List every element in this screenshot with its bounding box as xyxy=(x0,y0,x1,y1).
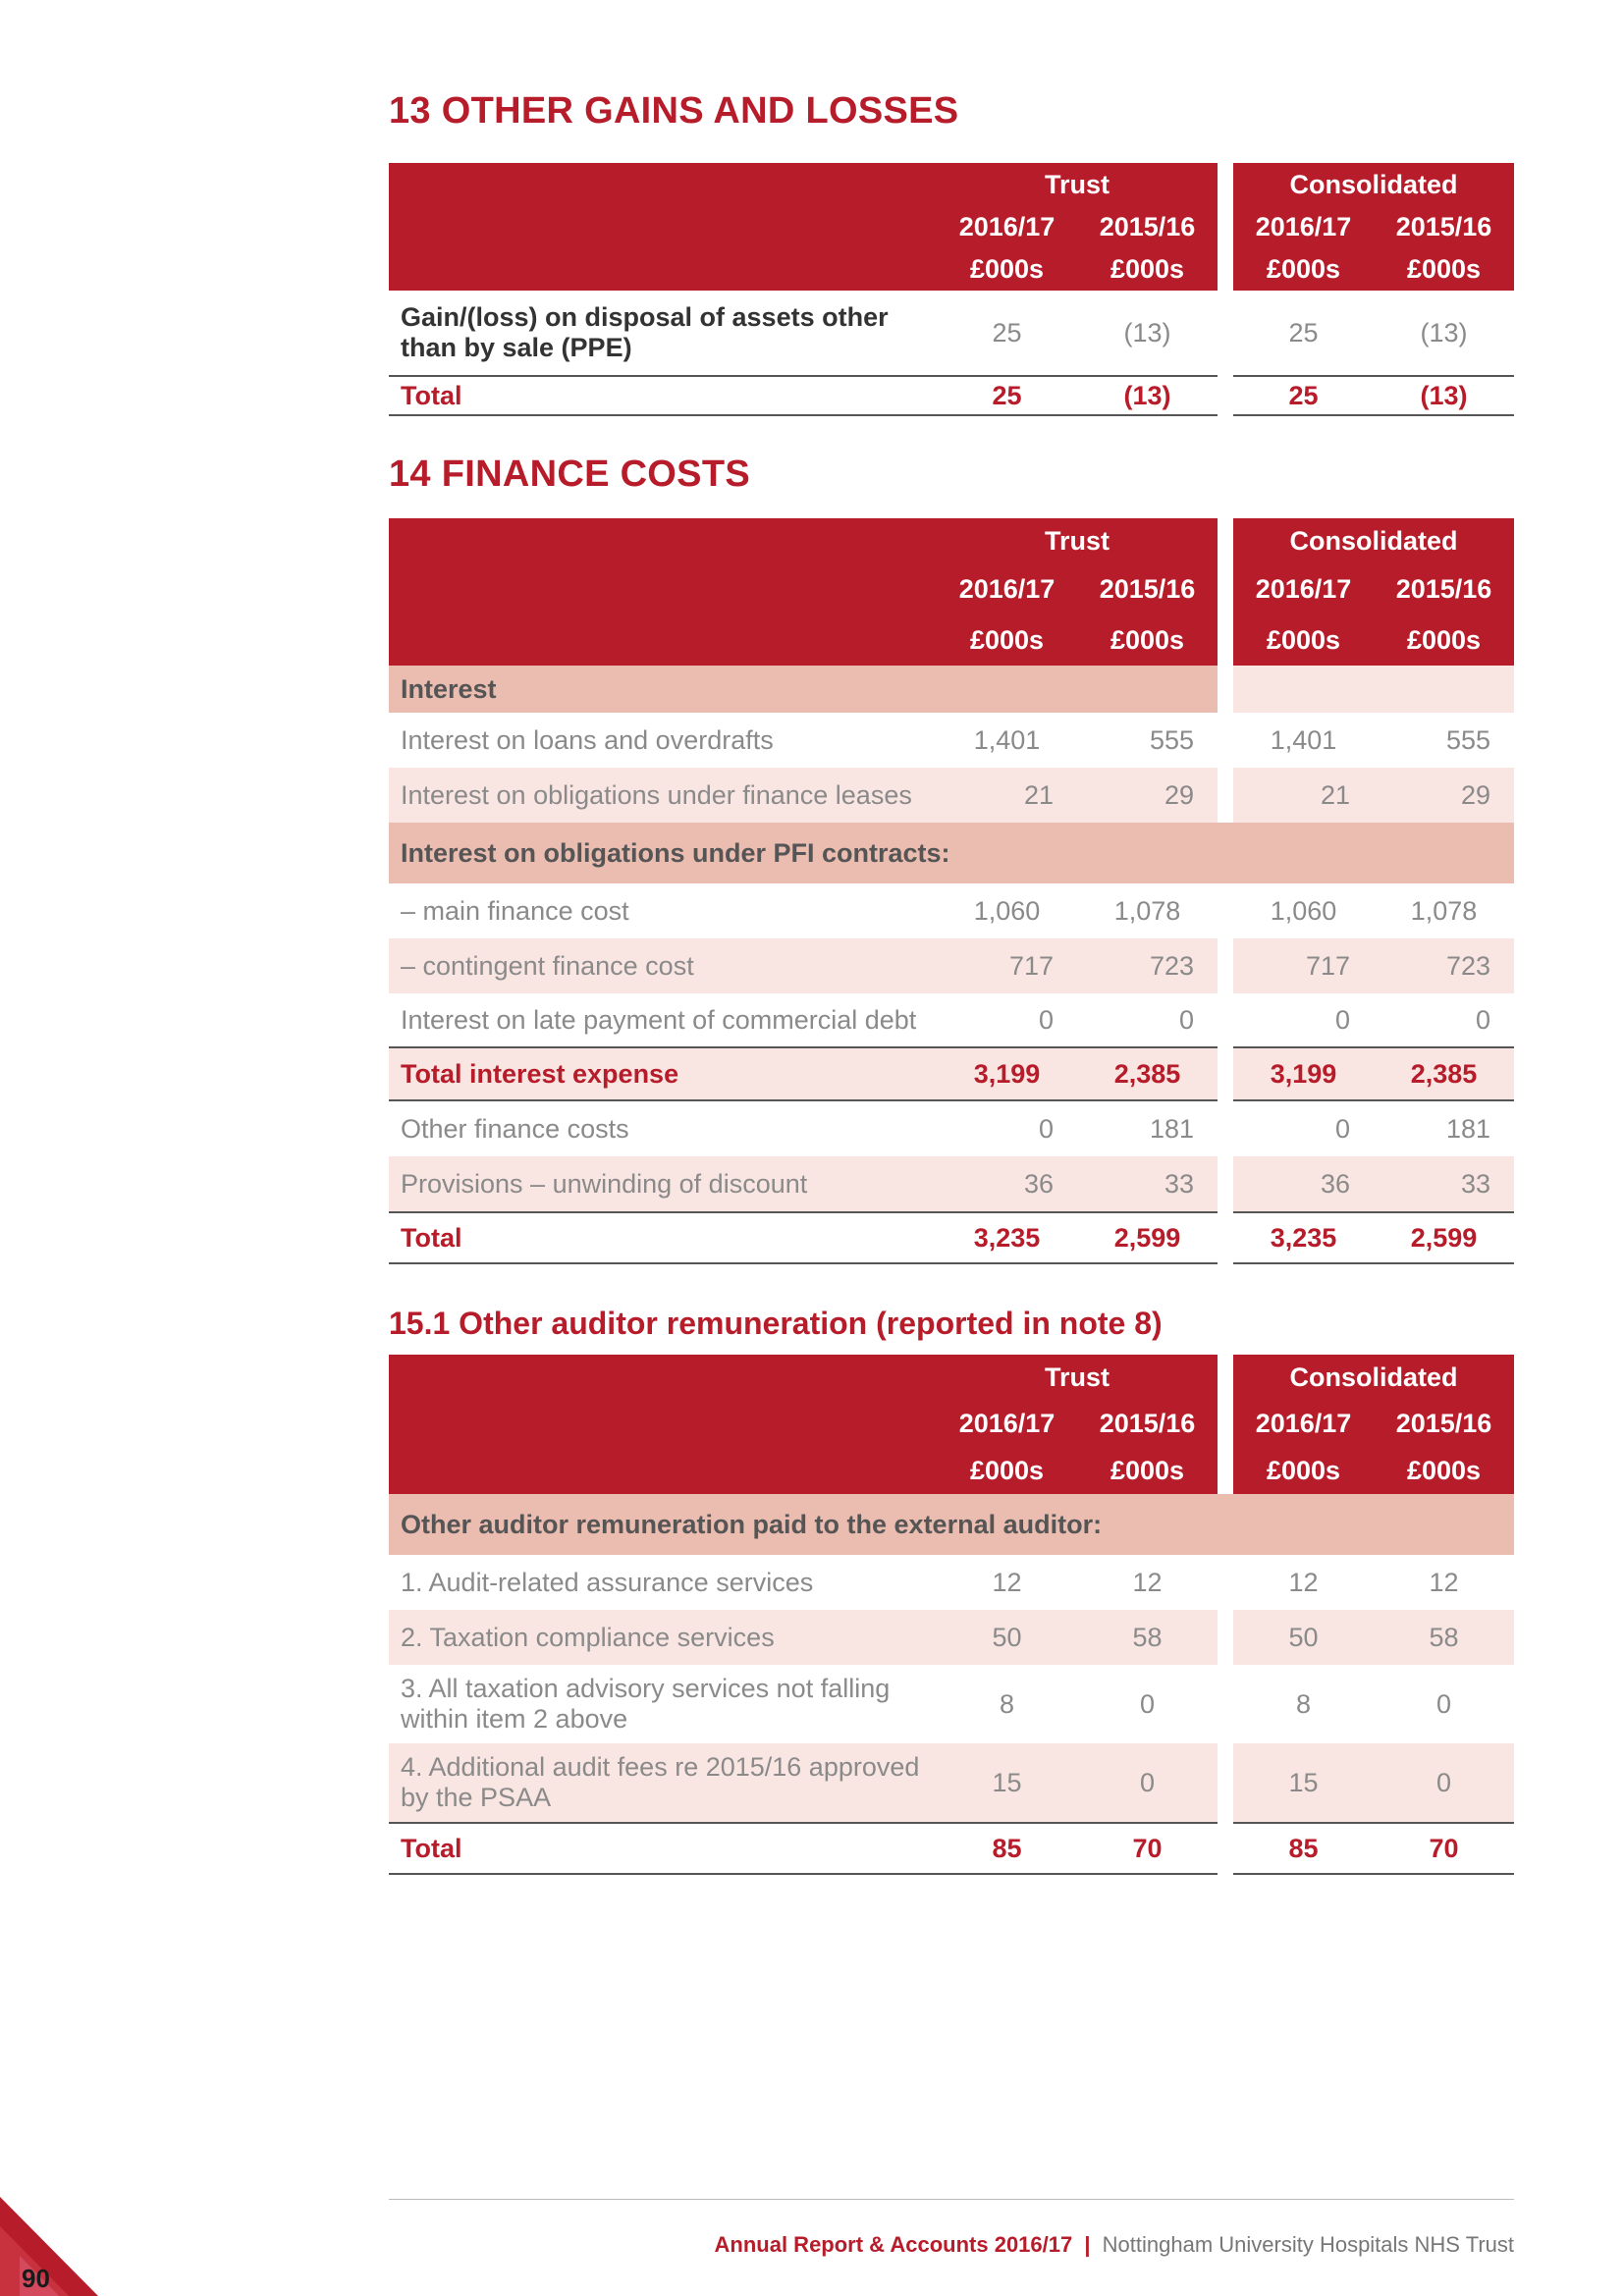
cell-value: 29 xyxy=(1374,768,1514,823)
table-row xyxy=(389,768,1514,823)
cell-value: 3,235 xyxy=(937,1211,1077,1264)
cell-value: 1,401 xyxy=(973,724,1041,755)
cell-value: 1,401 xyxy=(1270,724,1337,755)
header-unit: £000s xyxy=(1374,247,1514,291)
table-row xyxy=(389,1101,1514,1156)
note-15-1-table-wrap xyxy=(389,1355,1514,1875)
row-label: Gain/(loss) on disposal of assets other than by sale (PPE) xyxy=(401,302,889,362)
cell-value: 0 xyxy=(1436,1688,1452,1719)
cell-value: 1,060 xyxy=(973,895,1041,926)
header-year: 2015/16 xyxy=(1077,1400,1218,1447)
cell-value: 29 xyxy=(1077,768,1218,823)
cell-value: 181 xyxy=(1149,1113,1195,1144)
total-row xyxy=(389,1211,1514,1264)
cell-value: 58 xyxy=(1077,1610,1218,1665)
subheading: Other auditor remuneration paid to the external auditor: xyxy=(389,1494,1514,1555)
cell-value: 12 xyxy=(1429,1567,1459,1597)
subheading-row xyxy=(389,1494,1514,1555)
note-13-title: 13 OTHER GAINS AND LOSSES xyxy=(389,90,959,132)
note-13-table-wrap xyxy=(389,163,1514,416)
cell-value: 0 xyxy=(1334,1004,1351,1035)
cell-value: 3,235 xyxy=(1233,1211,1374,1264)
row-label: Total xyxy=(389,1822,937,1875)
header-unit: £000s xyxy=(1374,1447,1514,1494)
subheading: Interest xyxy=(389,666,1218,713)
cell-value: 555 xyxy=(1445,724,1491,755)
cell-value: 85 xyxy=(1233,1822,1374,1875)
footer xyxy=(715,2232,1514,2258)
header-consolidated: Consolidated xyxy=(1233,518,1514,563)
cell-value: 25 xyxy=(937,375,1077,416)
note-15-1-title: 15.1 Other auditor remuneration (reported in note 8) xyxy=(389,1306,1163,1341)
row-label: Total xyxy=(389,375,937,416)
cell-value: 2,599 xyxy=(1374,1211,1514,1264)
cell-value: 21 xyxy=(937,768,1077,823)
header-year: 2015/16 xyxy=(1077,206,1218,247)
header-consolidated: Consolidated xyxy=(1233,1355,1514,1400)
header-trust: Trust xyxy=(937,1355,1218,1400)
page-number: 90 xyxy=(22,2264,50,2293)
cell-value: 3,199 xyxy=(1233,1046,1374,1101)
cell-value: 21 xyxy=(1233,768,1374,823)
cell-value: 0 xyxy=(1374,1743,1514,1822)
note-13-table xyxy=(389,163,1514,416)
cell-value: (13) xyxy=(1123,317,1171,347)
row-label: Other finance costs xyxy=(401,1113,629,1144)
cell-value: 723 xyxy=(1077,938,1218,993)
header-unit: £000s xyxy=(1233,1447,1374,1494)
row-label: 4. Additional audit fees re 2015/16 approved by the PSAA xyxy=(389,1743,937,1822)
cell-value: (13) xyxy=(1077,375,1218,416)
cell-value: 717 xyxy=(937,938,1077,993)
header-unit: £000s xyxy=(937,247,1077,291)
note-13-section xyxy=(389,90,1514,133)
cell-value: 2,599 xyxy=(1077,1211,1218,1264)
table-row xyxy=(389,1665,1514,1743)
table-row xyxy=(389,1156,1514,1211)
note-14-table-wrap xyxy=(389,518,1514,1264)
table-row xyxy=(389,1743,1514,1822)
cell-value: 0 xyxy=(1038,1004,1054,1035)
cell-value: 58 xyxy=(1374,1610,1514,1665)
header-unit: £000s xyxy=(937,1447,1077,1494)
cell-value: 15 xyxy=(1233,1743,1374,1822)
total-row xyxy=(389,375,1514,416)
header-year: 2015/16 xyxy=(1374,1400,1514,1447)
header-year: 2016/17 xyxy=(1233,1400,1374,1447)
note-15-1-table xyxy=(389,1355,1514,1875)
table-row xyxy=(389,938,1514,993)
header-consolidated: Consolidated xyxy=(1233,163,1514,206)
cell-value: 36 xyxy=(1233,1156,1374,1211)
note-14-table xyxy=(389,518,1514,1264)
cell-value: 36 xyxy=(937,1156,1077,1211)
header-unit: £000s xyxy=(1374,614,1514,666)
header-unit: £000s xyxy=(1077,247,1218,291)
cell-value: 50 xyxy=(1233,1610,1374,1665)
cell-value: 0 xyxy=(1476,1004,1491,1035)
row-label: 1. Audit-related assurance services xyxy=(401,1567,814,1597)
cell-value: 25 xyxy=(1288,317,1319,347)
subheading-row xyxy=(389,666,1514,713)
note-14-section xyxy=(389,454,1514,496)
cell-value: 2,385 xyxy=(1077,1046,1218,1101)
cell-value: 33 xyxy=(1374,1156,1514,1211)
cell-value: 8 xyxy=(999,1688,1015,1719)
footer-separator: | xyxy=(1084,2232,1091,2257)
cell-value: 723 xyxy=(1374,938,1514,993)
cell-value: 0 xyxy=(1139,1688,1156,1719)
header-unit: £000s xyxy=(1077,1447,1218,1494)
header-year: 2016/17 xyxy=(937,563,1077,614)
header-year: 2016/17 xyxy=(1233,206,1374,247)
row-label: – main finance cost xyxy=(401,895,629,926)
total-row xyxy=(389,1822,1514,1875)
cell-value: 70 xyxy=(1077,1822,1218,1875)
table-row xyxy=(389,883,1514,938)
subheading-row xyxy=(389,823,1514,883)
header-unit: £000s xyxy=(1233,614,1374,666)
total-interest-row xyxy=(389,1046,1514,1101)
cell-value: 25 xyxy=(992,317,1022,347)
table-row xyxy=(389,993,1514,1046)
cell-value: 12 xyxy=(1132,1567,1163,1597)
header-year: 2015/16 xyxy=(1374,206,1514,247)
cell-value: 0 xyxy=(1334,1113,1351,1144)
cell-value: 0 xyxy=(1038,1113,1054,1144)
cell-value: 3,199 xyxy=(937,1046,1077,1101)
footer-divider xyxy=(389,2199,1514,2200)
row-label: Total xyxy=(389,1211,937,1264)
cell-value: 15 xyxy=(937,1743,1077,1822)
cell-value: 0 xyxy=(1077,1743,1218,1822)
header-year: 2016/17 xyxy=(937,206,1077,247)
table-row xyxy=(389,713,1514,768)
cell-value: 50 xyxy=(937,1610,1077,1665)
header-trust: Trust xyxy=(937,163,1218,206)
header-unit: £000s xyxy=(1077,614,1218,666)
row-label: Interest on loans and overdrafts xyxy=(401,724,774,755)
cell-value: 2,385 xyxy=(1374,1046,1514,1101)
row-label: 2. Taxation compliance services xyxy=(389,1610,937,1665)
subheading: Interest on obligations under PFI contracts: xyxy=(389,823,1514,883)
cell-value: 1,078 xyxy=(1113,895,1181,926)
cell-value: 555 xyxy=(1149,724,1195,755)
cell-value: 70 xyxy=(1374,1822,1514,1875)
cell-value: 1,078 xyxy=(1410,895,1478,926)
cell-value: 181 xyxy=(1445,1113,1491,1144)
row-label: Interest on late payment of commercial debt xyxy=(401,1004,917,1035)
table-row xyxy=(389,1610,1514,1665)
row-label: Provisions – unwinding of discount xyxy=(389,1156,937,1211)
table-row xyxy=(389,291,1514,375)
header-unit: £000s xyxy=(937,614,1077,666)
cell-value: 85 xyxy=(937,1822,1077,1875)
note-14-title: 14 FINANCE COSTS xyxy=(389,454,750,495)
cell-value: 1,060 xyxy=(1270,895,1337,926)
row-label: 3. All taxation advisory services not falling within item 2 above xyxy=(401,1674,891,1734)
header-trust: Trust xyxy=(937,518,1218,563)
footer-organisation: Nottingham University Hospitals NHS Trust xyxy=(1102,2232,1514,2257)
cell-value: 0 xyxy=(1178,1004,1195,1035)
row-label: Total interest expense xyxy=(389,1046,937,1101)
header-year: 2015/16 xyxy=(1077,563,1218,614)
footer-report-title: Annual Report & Accounts 2016/17 xyxy=(714,2232,1073,2257)
cell-value: (13) xyxy=(1420,317,1468,347)
cell-value: 25 xyxy=(1233,375,1374,416)
cell-value: 8 xyxy=(1296,1688,1312,1719)
header-unit: £000s xyxy=(1233,247,1374,291)
cell-value: 12 xyxy=(992,1567,1022,1597)
header-year: 2015/16 xyxy=(1374,563,1514,614)
cell-value: (13) xyxy=(1374,375,1514,416)
table-row xyxy=(389,1555,1514,1610)
row-label: Interest on obligations under finance leases xyxy=(389,768,937,823)
header-year: 2016/17 xyxy=(1233,563,1374,614)
cell-value: 717 xyxy=(1233,938,1374,993)
cell-value: 33 xyxy=(1077,1156,1218,1211)
row-label: – contingent finance cost xyxy=(389,938,937,993)
cell-value: 12 xyxy=(1288,1567,1319,1597)
header-year: 2016/17 xyxy=(937,1400,1077,1447)
note-15-1-section xyxy=(389,1306,1514,1342)
